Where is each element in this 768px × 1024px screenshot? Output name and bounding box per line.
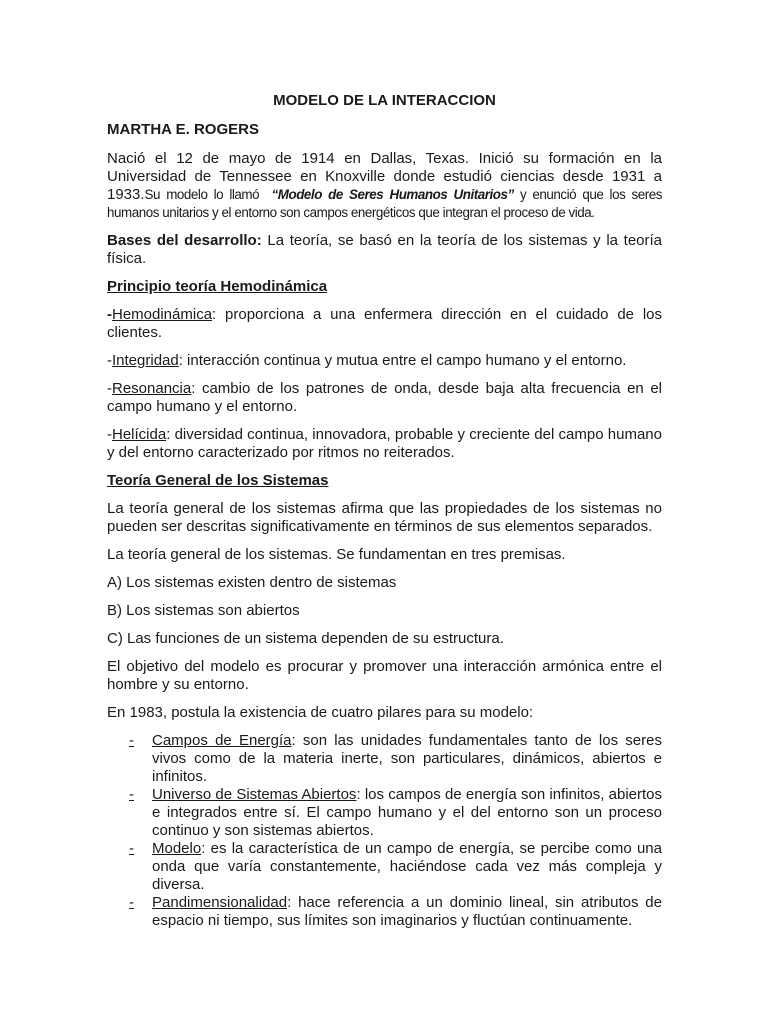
pillar-dash: - bbox=[129, 786, 134, 803]
principle-resonancia bbox=[107, 380, 662, 416]
principle-helicida bbox=[107, 426, 662, 462]
pillar-item bbox=[129, 840, 662, 894]
principle-text: : proporciona a una enfermera dirección en el cuidado de los clientes. bbox=[107, 306, 662, 341]
principle-term: Resonancia bbox=[112, 380, 192, 397]
intro-year: 1933. bbox=[107, 186, 145, 203]
principle-hemodinamica bbox=[107, 306, 662, 342]
systems-paragraph: La teoría general de los sistemas afirma que las propiedades de los sistemas no pueden ser descritas significativamente en términos de sus elementos separados. bbox=[107, 500, 662, 535]
pillars-intro: En 1983, postula la existencia de cuatro pilares para su modelo: bbox=[107, 704, 534, 721]
pillar-text: : los campos de energía son infinitos, abiertos e integrados entre sí. El campo humano y el del entorno son un proceso continuo y son sistemas abiertos. bbox=[152, 786, 663, 839]
pillar-item bbox=[129, 786, 662, 840]
hemodinamica-heading: Principio teoría Hemodinámica bbox=[107, 278, 328, 295]
principle-text: : diversidad continua, innovadora, probable y creciente del campo humano y del entorno caracterizado por ritmos no reiterados. bbox=[107, 426, 662, 461]
pillar-term: Pandimensionalidad bbox=[152, 894, 288, 911]
premise-b: B) Los sistemas son abiertos bbox=[107, 602, 300, 619]
intro-model-name: “Modelo de Seres Humanos Unitarios” bbox=[271, 187, 514, 202]
principle-prefix: - bbox=[107, 306, 112, 323]
intro-model-post: y enunció que los seres humanos unitarios y el entorno son campos energéticos que integran el proceso de vida. bbox=[107, 187, 663, 220]
pillar-dash: - bbox=[129, 840, 134, 857]
intro-model-sentence bbox=[107, 187, 662, 220]
sistemas-heading: Teoría General de los Sistemas bbox=[107, 472, 329, 489]
pillar-term: Universo de Sistemas Abiertos bbox=[152, 786, 357, 803]
principle-prefix: - bbox=[107, 352, 112, 369]
principle-text: : interacción continua y mutua entre el campo humano y el entorno. bbox=[178, 352, 627, 369]
systems-paragraph: La teoría general de los sistemas. Se fundamentan en tres premisas. bbox=[107, 546, 566, 563]
pillar-dash: - bbox=[129, 894, 134, 911]
pillar-term: Modelo bbox=[152, 840, 202, 857]
bases-text: La teoría, se basó en la teoría de los sistemas y la teoría física. bbox=[107, 232, 663, 267]
principle-integridad bbox=[107, 352, 662, 370]
principle-term: Hemodinámica bbox=[112, 306, 213, 323]
principle-prefix: - bbox=[107, 426, 112, 443]
pillar-item bbox=[129, 732, 662, 786]
pillar-text: : hace referencia a un dominio lineal, sin atributos de espacio ni tiempo, sus límites son imaginarios y fluctúan continuamente. bbox=[152, 894, 662, 929]
premise-c: C) Las funciones de un sistema dependen de su estructura. bbox=[107, 630, 504, 647]
principle-text: : cambio de los patrones de onda, desde baja alta frecuencia en el campo humano y el entorno. bbox=[107, 380, 662, 415]
pillar-item bbox=[129, 894, 662, 930]
pillar-text: : son las unidades fundamentales tanto de los seres vivos como de la materia inerte, son particulares, dinámicos, abiertos e infinitos. bbox=[152, 732, 662, 785]
intro-paragraph bbox=[107, 150, 662, 222]
principle-term: Helícida bbox=[112, 426, 167, 443]
pillar-term: Campos de Energía bbox=[152, 732, 292, 749]
author-name: MARTHA E. ROGERS bbox=[107, 121, 259, 138]
principle-term: Integridad bbox=[112, 352, 179, 369]
pillar-dash: - bbox=[129, 732, 134, 749]
pillars-list bbox=[107, 732, 662, 930]
document-title: MODELO DE LA INTERACCION bbox=[273, 92, 496, 109]
intro-model-pre: Su modelo lo llamó bbox=[144, 187, 260, 202]
intro-text: Nació el 12 de mayo de 1914 en Dallas, Texas. Inició su formación en la Universidad de Tennessee en Knoxville donde estudió ciencias desde 1931 a bbox=[107, 150, 662, 185]
premise-a: A) Los sistemas existen dentro de sistemas bbox=[107, 574, 397, 591]
bases-label: Bases del desarrollo: bbox=[107, 232, 262, 249]
objective-paragraph: El objetivo del modelo es procurar y promover una interacción armónica entre el hombre y su entorno. bbox=[107, 658, 662, 693]
principle-prefix: - bbox=[107, 380, 112, 397]
bases-paragraph bbox=[107, 232, 662, 268]
pillar-text: : es la característica de un campo de energía, se percibe como una onda que varía constantemente, haciéndose cada vez más compleja y diversa. bbox=[152, 840, 662, 893]
